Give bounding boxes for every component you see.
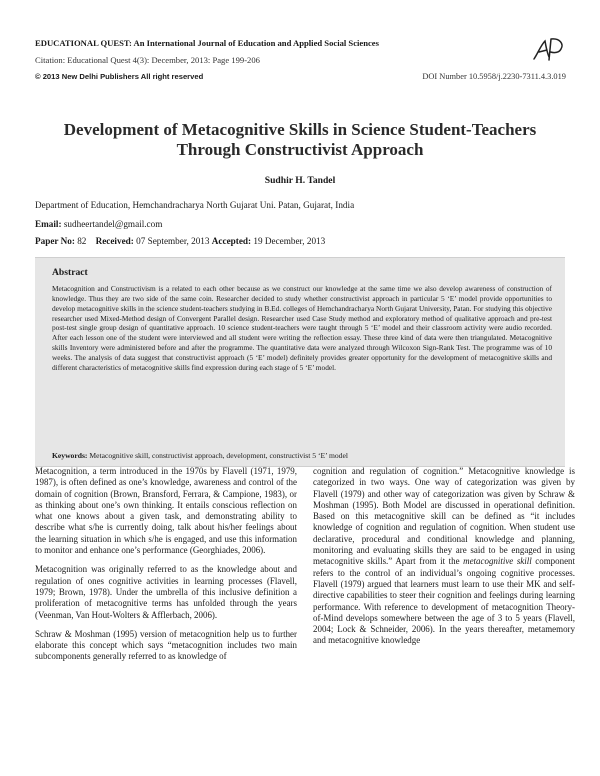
paragraph-text: cognition and regulation of cognition.” Metacognitive knowledge is categorized in two ways. One way of categorization was given by Flavell (1979) and other way of categorization was given by Schraw & Moshman (1995). Both Model are discussed in operational definition. Based on this metacognitive skill can be defined as “it includes knowledge of cognition and regulation of cognition. When student use declarative, procedural and conditional knowledge and planning, monitoring and evaluating skills they are said to be engaged in using metacognitive skills.” Apart from it the [313, 466, 575, 567]
paper-no-value: 82 [77, 236, 87, 246]
affiliation: Department of Education, Hemchandracharya North Gujarat Uni. Patan, Gujarat, India [35, 200, 355, 210]
paper-no-label: Paper No: [35, 236, 75, 246]
paper-dates [35, 235, 325, 247]
keywords-line [52, 451, 348, 460]
body-column-right [313, 466, 575, 647]
paragraph [313, 466, 575, 647]
title-line-1: Development of Metacognitive Skills in Science Student-Teachers [63, 120, 537, 139]
paragraph: Metacognition, a term introduced in the 1970s by Flavell (1971, 1979, 1987), is often defined as one’s knowledge, awareness and control of the domain of cognition (Brown, Bransford, Ferrara, & Campione, 1983), or as thinking about one’s own thinking. It entails conscious reflection on what one knows about a given task, and demonstrating ability to describe what s/he is currently doing, talk about his/her feelings about the learning situation in which s/he is engaged, and use this information to monitor and enhance one’s performance (Georghiades, 2006). [35, 466, 297, 556]
email-label: Email: [35, 219, 62, 229]
author-name: Sudhir H. Tandel [264, 175, 336, 186]
copyright-line: © 2013 New Delhi Publishers All right reserved [35, 72, 204, 81]
keywords-value: Metacognitive skill, constructivist approach, development, constructivist 5 ‘E’ model [89, 451, 348, 460]
email-address: sudheertandel@gmail.com [63, 219, 163, 229]
abstract-box [35, 257, 565, 467]
abstract-text: Metacognition and Constructivism is a related to each other because as we construct our knowledge at the same time we also develop awareness of construction of knowledge. Thus they are two side of the same coin. Researcher decided to study whether constructivist approach in particular 5 ‘E’ model provide opportunities to develop metacognitive skills in the science student-teachers studying in B.Ed. colleges of Hemchandracharya North Gujarat University, Patan. For studying this objective researcher used Mixed-Method design of Convergent Parallel design. Researcher used Case Study method and exploratory method of qualitative approach and pre-test post-test single group design of quantitative approach. 10 science student-teachers were taught through 5 ‘E’ model and their classroom activity were audio recorded. After each lesson one of the student were interviewed and all student were writing the reflection essay. These three kind of data were then triangulated. Metacognitive skills Inventory were administered before and after the programme. The quantitative data were analyzed through Wilcoxon Sign-Rank Test. The programme was of 10 weeks. The analysis of data suggest that constructivist approach (5 ‘E’ model) definitely provides greater opportunity for the development of metacognitive skills and different characteristics of metacognitive skills find expression during each stage of 5 ‘E’ model. [52, 284, 552, 372]
accepted-date: 19 December, 2013 [253, 236, 326, 246]
citation-line: Citation: Educational Quest 4(3): December, 2013: Page 199-206 [35, 55, 260, 65]
accepted-label: Accepted: [211, 236, 252, 246]
publisher-logo-icon [532, 35, 566, 63]
paragraph: Metacognition was originally referred to as the knowledge about and regulation of ones cognitive activities in learning processes (Flavell, 1979; Brown, 1978). Under the umbrella of this inclusive definition a proliferation of metacognitive terms has unfolded through the years (Veenman, Van Hout-Wolters & Afflerbach, 2006). [35, 564, 297, 620]
title-line-2: Through Constructivist Approach [176, 140, 424, 159]
keywords-label: Keywords: [52, 451, 88, 460]
emphasis-term: metacognitive skill [463, 556, 532, 567]
doi-number: DOI Number 10.5958/j.2230-7311.4.3.019 [422, 72, 566, 81]
abstract-heading: Abstract [52, 267, 88, 278]
paragraph-text: component refers to the control of an individual’s ongoing cognitive processes. Flavell (1979) argued that learners must learn to use their MK and self-directive capabilities to steer their cognition and feelings during learning performance. With reference to development of metacognition Theory-of-Mind develops somewhere between the age of 3 to 5 years (Flavell, 2004; Lock & Schneider, 2006). In the years thereafter, metamemory and metacognitive knowledge [313, 556, 575, 646]
journal-name: EDUCATIONAL QUEST: An International Journal of Education and Applied Social Sciences [35, 38, 379, 48]
received-date: 07 September, 2013 [136, 236, 210, 246]
email-line [35, 218, 162, 230]
body-column-left [35, 466, 297, 671]
article-title [40, 120, 560, 160]
paragraph: Schraw & Moshman (1995) version of metacognition help us to further elaborate this concept which says “metacognition includes two main subcomponents generally referred to as knowledge of [35, 628, 297, 662]
received-label: Received: [95, 236, 134, 246]
